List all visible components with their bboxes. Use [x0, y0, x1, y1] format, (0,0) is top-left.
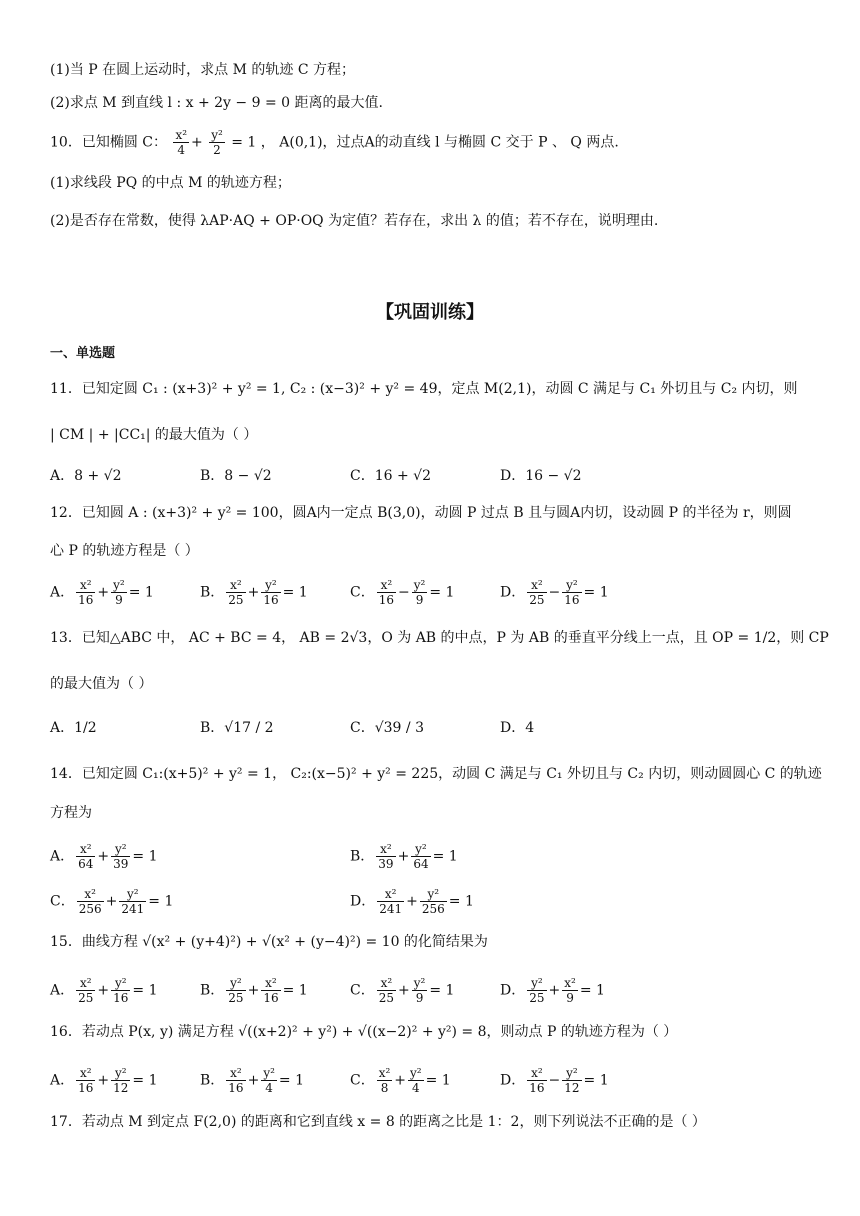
operator: +	[406, 893, 418, 910]
q13-option-a[interactable]: A．1/2	[50, 720, 97, 736]
equals-one: = 1	[429, 584, 455, 601]
operator: +	[247, 982, 260, 999]
option-label: A．	[50, 848, 75, 865]
equals-one: = 1	[128, 584, 154, 601]
q15-option-c[interactable]	[350, 976, 454, 1005]
operator: +	[97, 982, 110, 999]
q11-option-a[interactable]: A．8 + √2	[50, 468, 122, 484]
option-label: B．	[200, 584, 225, 601]
operator: +	[398, 982, 410, 999]
operator: −	[548, 1072, 561, 1089]
equals-one: = 1	[282, 584, 308, 601]
equals-one: = 1	[583, 584, 609, 601]
q10-stem-a: 10．已知椭圆 C：	[50, 134, 167, 151]
q16-option-b[interactable]	[200, 1066, 304, 1095]
q11-stem-2: | CM | + |CC₁| 的最大值为（ ）	[50, 427, 258, 443]
option-label: A．	[50, 982, 75, 999]
fraction: $\frac{\text{y²}}{4}$	[410, 1066, 422, 1095]
option-label: D．	[350, 893, 376, 910]
fraction: $\frac{\text{y²}}{16}$	[564, 578, 580, 607]
fraction: $\frac{\text{y²}}{39}$	[113, 842, 129, 871]
equals-one: = 1	[132, 848, 158, 865]
fraction: $\frac{\text{x²}}{25}$	[78, 976, 94, 1005]
fraction: $\frac{\text{x²}}{25}$	[378, 976, 394, 1005]
option-label: B．	[350, 848, 375, 865]
operator: +	[97, 848, 110, 865]
q14-stem-1: 14．已知定圆 C₁:(x+5)² + y² = 1， C₂:(x−5)² + y² = 225，动圆 C 满足与 C₁ 外切且与 C₂ 内切，则动圆圆心 C 的轨迹	[50, 766, 822, 782]
equals-one: = 1	[583, 1072, 609, 1089]
q13-option-b[interactable]: B．√17 / 2	[200, 720, 274, 736]
section-heading: 【巩固训练】	[376, 302, 484, 323]
fraction: $\frac{\text{y²}}{4}$	[263, 1066, 275, 1095]
q15-option-a[interactable]	[50, 976, 158, 1005]
fraction: $\frac{\text{x²}}{16}$	[378, 578, 394, 607]
option-label: B．	[200, 1072, 225, 1089]
fraction: $\frac{\text{y²}}{25}$	[529, 976, 545, 1005]
operator: +	[97, 584, 110, 601]
line-4: (1)求线段 PQ 的中点 M 的轨迹方程；	[50, 175, 291, 191]
q13-stem-1: 13．已知△ABC 中， AC + BC = 4， AB = 2√3，O 为 AB 的中点，P 为 AB 的垂直平分线上一点，且 OP = 1/2，则 CP	[50, 630, 829, 646]
fraction: $\frac{\text{y²}}{241}$	[121, 887, 145, 916]
q15-option-b[interactable]	[200, 976, 308, 1005]
fraction: $\frac{\text{x²}}{241}$	[379, 887, 403, 916]
operator: +	[247, 1072, 260, 1089]
q12-option-a[interactable]	[50, 578, 154, 607]
fraction: $\frac{\text{y²}}{12}$	[564, 1066, 580, 1095]
q16-option-a[interactable]	[50, 1066, 158, 1095]
q14-option-a[interactable]	[50, 842, 158, 871]
fraction: $\frac{\text{x²}}{39}$	[378, 842, 394, 871]
ellipse-eq: = 1	[231, 134, 257, 151]
line-3: 10．已知椭圆 C： $\frac{\text{x²}}{4}$ + $\frac{\text{y²}}{2}$ = 1 ， A(0,1)，过点A的动直线 l 与椭圆 C 交于 P 、 Q 两点.	[50, 128, 619, 157]
option-label: D．	[500, 982, 526, 999]
q11-option-b[interactable]: B．8 − √2	[200, 468, 272, 484]
fraction: $\frac{\text{y²}}{9}$	[413, 578, 426, 607]
q13-option-c[interactable]: C．√39 / 3	[350, 720, 424, 736]
fraction: $\frac{\text{y²}}{12}$	[113, 1066, 129, 1095]
option-label: A．	[50, 584, 75, 601]
fraction: $\frac{\text{x²}}{9}$	[564, 976, 576, 1005]
equals-one: = 1	[278, 1072, 304, 1089]
q14-option-c[interactable]	[50, 887, 173, 916]
operator: +	[105, 893, 118, 910]
q14-option-b[interactable]	[350, 842, 458, 871]
equals-one: = 1	[132, 982, 158, 999]
q13-option-d[interactable]: D．4	[500, 720, 535, 736]
option-label: A．	[50, 1072, 75, 1089]
option-label: C．	[350, 1072, 375, 1089]
operator: +	[397, 848, 410, 865]
fraction: $\frac{\text{x²}}{25}$	[529, 578, 545, 607]
equals-one: = 1	[579, 982, 605, 999]
q10-stem-b: ， A(0,1)，过点A的动直线 l 与椭圆 C 交于 P 、 Q 两点.	[260, 134, 619, 151]
equals-one: = 1	[282, 982, 308, 999]
operator: +	[394, 1072, 407, 1089]
fraction: $\frac{\text{y²}}{9}$	[413, 976, 426, 1005]
q12-stem-2: 心 P 的轨迹方程是（ ）	[50, 543, 199, 559]
q17-stem: 17．若动点 M 到定点 F(2,0) 的距离和它到直线 x = 8 的距离之比是 1：2，则下列说法不正确的是（ ）	[50, 1114, 706, 1130]
fraction: $\frac{\text{y²}}{16}$	[113, 976, 129, 1005]
q13-stem-2: 的最大值为（ ）	[50, 676, 153, 692]
operator: −	[548, 584, 561, 601]
option-label: C．	[350, 982, 375, 999]
q15-stem: 15．曲线方程 √(x² + (y+4)²) + √(x² + (y−4)²) = 10 的化简结果为	[50, 934, 488, 950]
q16-stem: 16．若动点 P(x, y) 满足方程 √((x+2)² + y²) + √((x−2)² + y²) = 8，则动点 P 的轨迹方程为（ ）	[50, 1024, 678, 1040]
line-1: (1)当 P 在圆上运动时，求点 M 的轨迹 C 方程；	[50, 62, 355, 78]
fraction: $\frac{\text{x²}}{8}$	[378, 1066, 391, 1095]
q11-option-c[interactable]: C．16 + √2	[350, 468, 431, 484]
section-title: 一、单选题	[50, 346, 116, 361]
fraction: $\frac{\text{y²}}{64}$	[413, 842, 429, 871]
operator: +	[247, 584, 260, 601]
equals-one: = 1	[132, 1072, 158, 1089]
option-label: C．	[50, 893, 75, 910]
fraction: $\frac{\text{x²}}{16}$	[228, 1066, 244, 1095]
option-label: B．	[200, 982, 225, 999]
operator: +	[548, 982, 561, 999]
line-2: (2)求点 M 到直线 l : x + 2y − 9 = 0 距离的最大值.	[50, 95, 383, 111]
ellipse-frac-1: $\frac{\text{x²}}{4}$	[175, 128, 188, 157]
fraction: $\frac{\text{x²}}{16}$	[263, 976, 279, 1005]
fraction: $\frac{\text{y²}}{256}$	[421, 887, 445, 916]
fraction: $\frac{\text{y²}}{25}$	[228, 976, 244, 1005]
fraction: $\frac{\text{x²}}{16}$	[78, 1066, 94, 1095]
fraction: $\frac{\text{x²}}{16}$	[78, 578, 94, 607]
equals-one: = 1	[432, 848, 458, 865]
q11-stem-1: 11．已知定圆 C₁ : (x+3)² + y² = 1, C₂ : (x−3)² + y² = 49，定点 M(2,1)，动圆 C 满足与 C₁ 外切且与 C₂ 内切，则	[50, 381, 798, 397]
ellipse-frac-2: $\frac{\text{y²}}{2}$	[211, 128, 223, 157]
option-label: C．	[350, 584, 375, 601]
q14-stem-2: 方程为	[50, 805, 92, 821]
option-label: D．	[500, 1072, 526, 1089]
q15-option-d[interactable]	[500, 976, 605, 1005]
q16-option-d[interactable]	[500, 1066, 609, 1095]
q16-option-c[interactable]	[350, 1066, 451, 1095]
line-5: (2)是否存在常数，使得 λAP·AQ + OP·OQ 为定值？若存在，求出 λ 的值；若不存在，说明理由.	[50, 213, 659, 229]
q12-option-b[interactable]	[200, 578, 308, 607]
option-label: D．	[500, 584, 526, 601]
fraction: $\frac{\text{y²}}{9}$	[113, 578, 125, 607]
fraction: $\frac{\text{y²}}{16}$	[263, 578, 279, 607]
q11-option-d[interactable]: D．16 − √2	[500, 468, 582, 484]
fraction: $\frac{\text{x²}}{16}$	[529, 1066, 545, 1095]
equals-one: = 1	[429, 982, 455, 999]
q12-stem-1: 12．已知圆 A : (x+3)² + y² = 100，圆A内一定点 B(3,0)，动圆 P 过点 B 且与圆A内切，设动圆 P 的半径为 r，则圆	[50, 505, 792, 521]
fraction: $\frac{\text{x²}}{25}$	[228, 578, 244, 607]
equals-one: = 1	[148, 893, 174, 910]
q12-option-c[interactable]	[350, 578, 454, 607]
fraction: $\frac{\text{x²}}{256}$	[78, 887, 102, 916]
q12-option-d[interactable]	[500, 578, 609, 607]
equals-one: = 1	[448, 893, 474, 910]
equals-one: = 1	[425, 1072, 451, 1089]
operator: −	[398, 584, 410, 601]
fraction: $\frac{\text{x²}}{64}$	[78, 842, 94, 871]
q14-option-d[interactable]	[350, 887, 474, 916]
operator: +	[97, 1072, 110, 1089]
